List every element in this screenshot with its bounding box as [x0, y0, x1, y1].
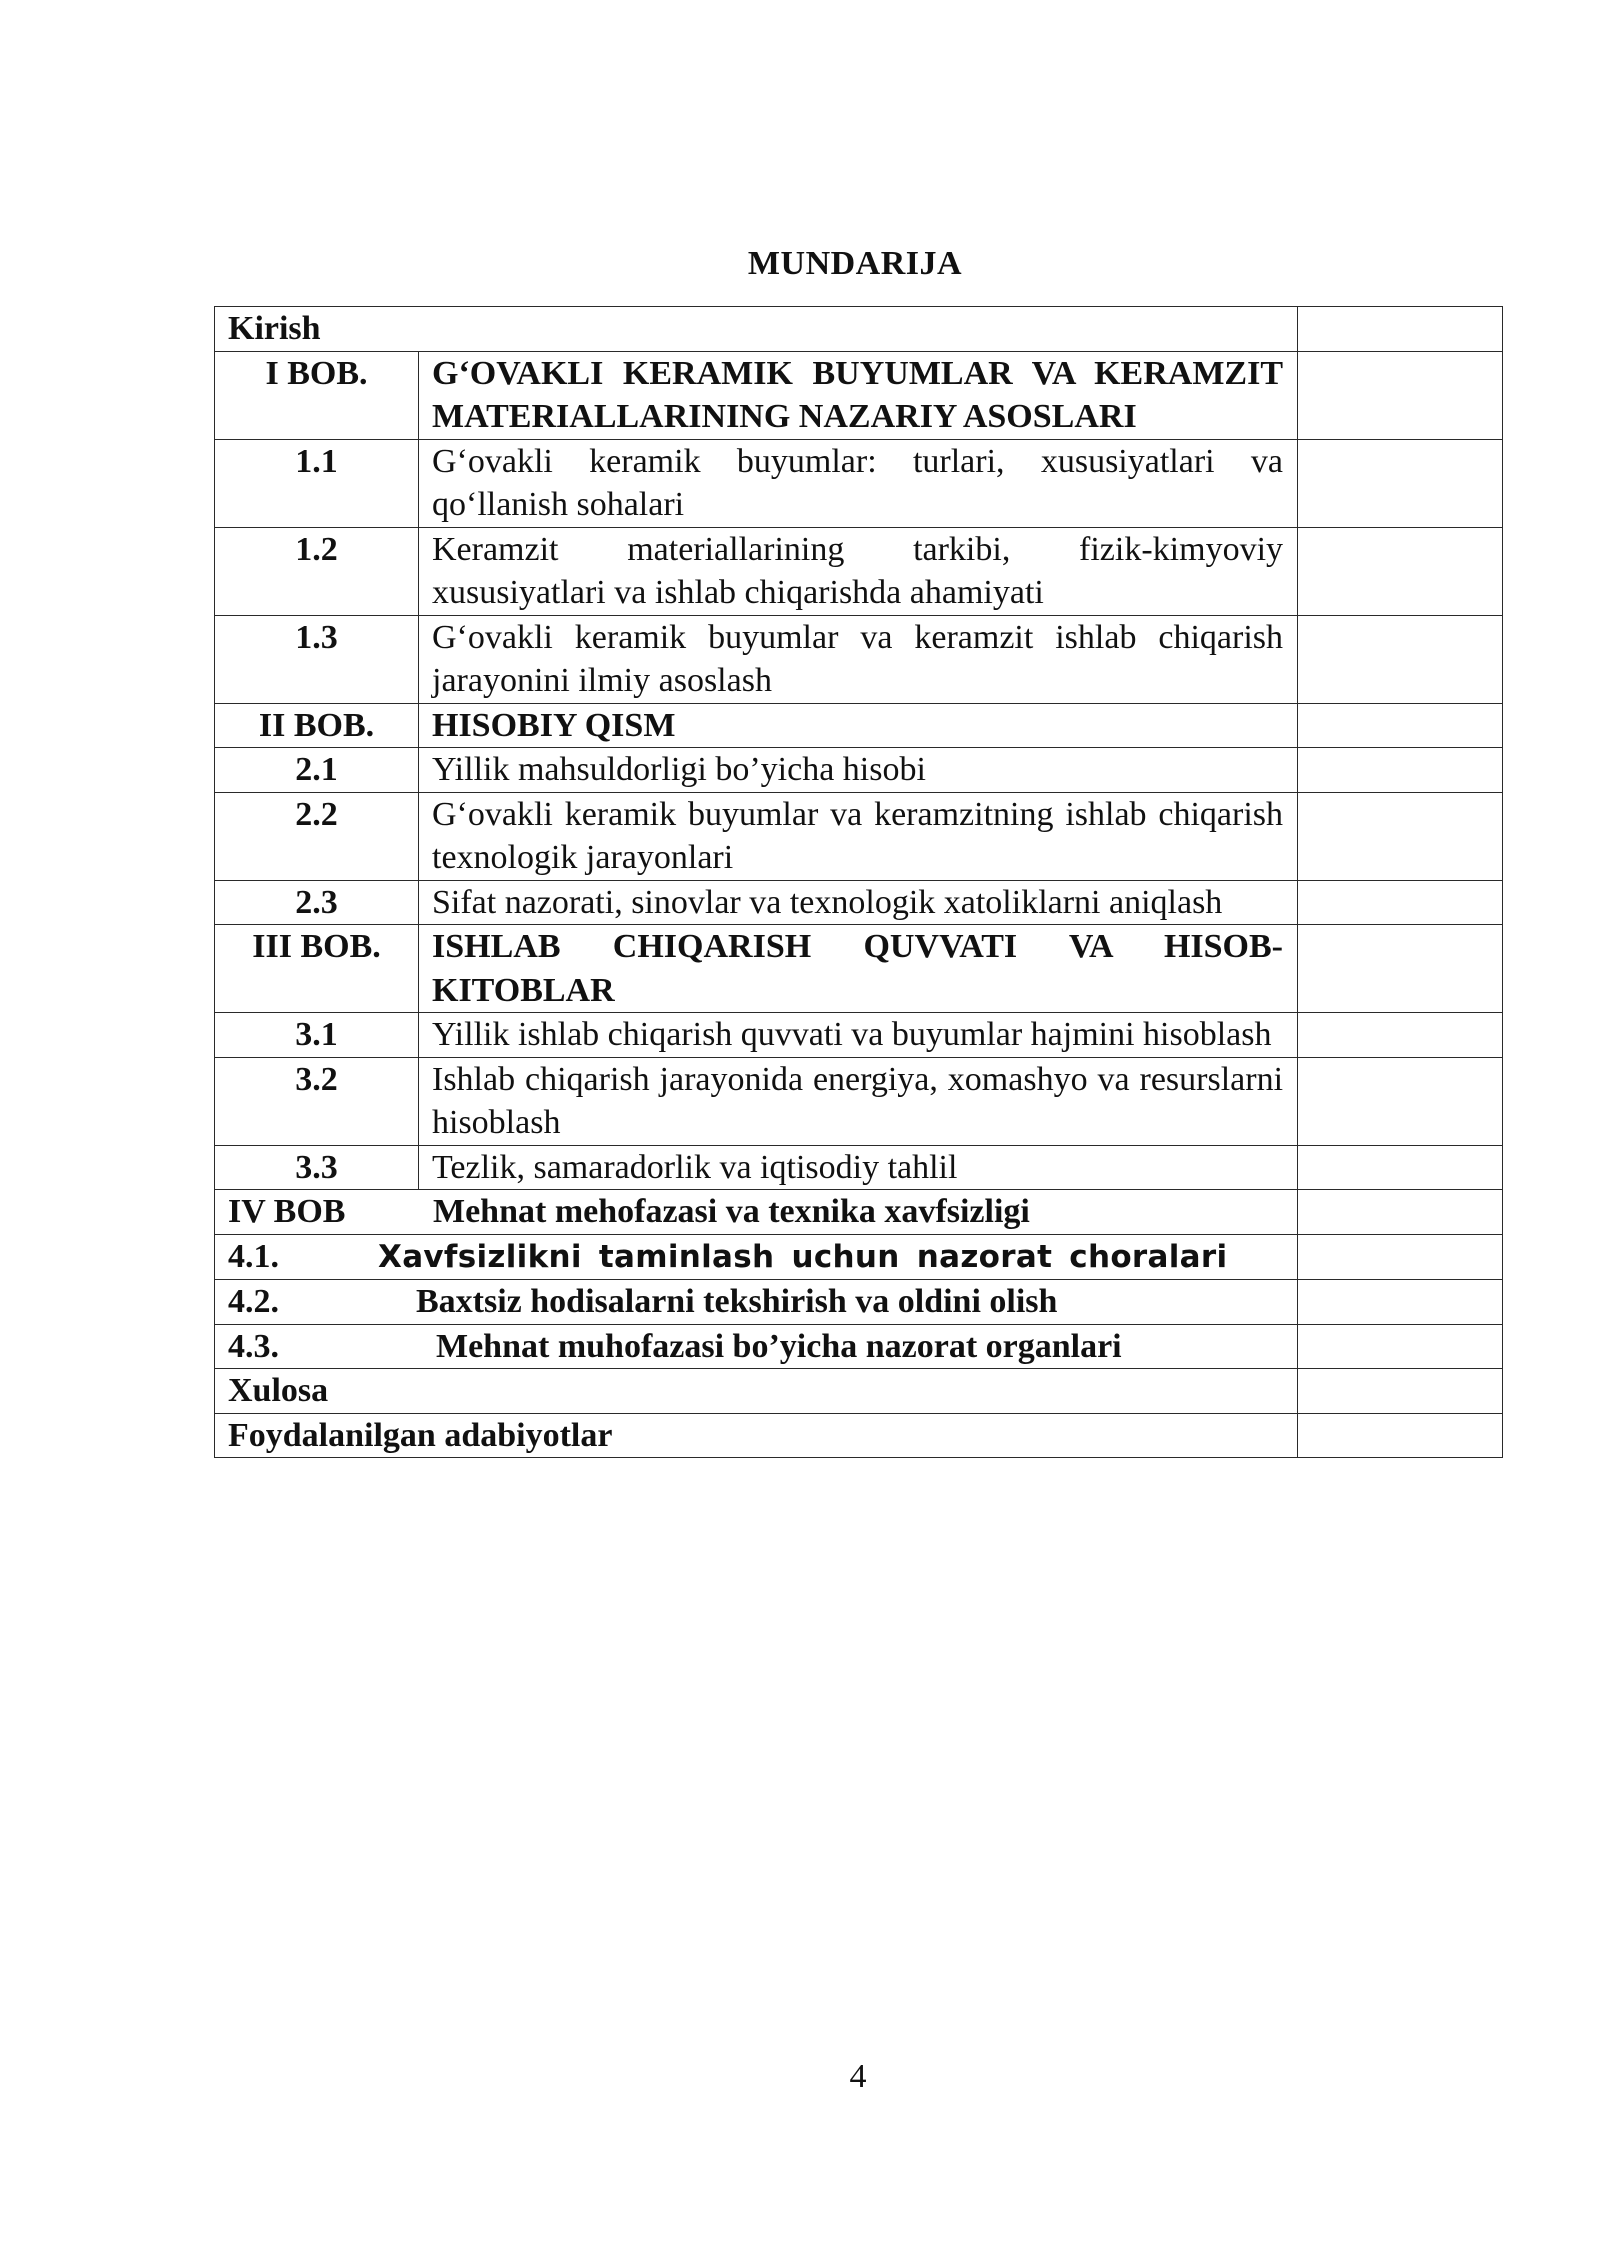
chapter-number: II BOB.: [215, 703, 419, 748]
section-number: 3.3: [215, 1145, 419, 1190]
subsection-title: Mehnat muhofazasi bo’yicha nazorat organlari: [436, 1327, 1122, 1365]
section-number: 2.3: [215, 880, 419, 925]
toc-row-subsection: [215, 1234, 1503, 1280]
toc-row-section: [215, 1057, 1503, 1145]
section-number: 3.1: [215, 1013, 419, 1058]
toc-row-section: [215, 1013, 1503, 1058]
chapter-title: HISOBIY QISM: [419, 703, 1298, 748]
toc-page-cell: [1298, 1145, 1503, 1190]
toc-page-cell: [1298, 527, 1503, 615]
toc-row-intro: [215, 307, 1503, 352]
subsection-heading: [215, 1324, 1298, 1369]
toc-page-cell: [1298, 439, 1503, 527]
subsection-title: Baxtsiz hodisalarni tekshirish va oldini olish: [416, 1283, 1058, 1320]
toc-row-references: [215, 1413, 1503, 1458]
toc-page-cell: [1298, 1324, 1503, 1369]
toc-row-section: [215, 527, 1503, 615]
section-title: Yillik mahsuldorligi bo’yicha hisobi: [419, 748, 1298, 793]
toc-page-cell: [1298, 880, 1503, 925]
section-title: G‘ovakli keramik buyumlar va keramzit ishlab chiqarish jarayonini ilmiy asoslash: [419, 615, 1298, 703]
toc-page-cell: [1298, 615, 1503, 703]
toc-page-cell: [1298, 1369, 1503, 1414]
page-number: 4: [849, 2058, 867, 2095]
section-title: G‘ovakli keramik buyumlar va keramzitning ishlab chiqarish texnologik jarayonlari: [419, 792, 1298, 880]
section-title: Keramzit materiallarining tarkibi, fizik-kimyoviy xususiyatlari va ishlab chiqarishda ahamiyati: [419, 527, 1298, 615]
section-number: 1.3: [215, 615, 419, 703]
subsection-number: 4.2.: [228, 1283, 279, 1320]
toc-page-cell: [1298, 792, 1503, 880]
section-title: Tezlik, samaradorlik va iqtisodiy tahlil: [419, 1145, 1298, 1190]
toc-row-chapter-2: [215, 703, 1503, 748]
toc-row-section: [215, 439, 1503, 527]
toc-table: [214, 306, 1503, 1458]
toc-page-cell: [1298, 703, 1503, 748]
chapter-4-heading: [215, 1190, 1298, 1235]
toc-page-cell: [1298, 1013, 1503, 1058]
toc-page-cell: [1298, 1280, 1503, 1325]
toc-row-section: [215, 748, 1503, 793]
chapter-title: Mehnat mehofazasi va texnika xavfsizligi: [433, 1193, 1030, 1230]
toc-row-subsection: [215, 1280, 1503, 1325]
chapter-number: III BOB.: [215, 925, 419, 1013]
toc-references: Foydalanilgan adabiyotlar: [215, 1413, 1298, 1458]
toc-page-cell: [1298, 748, 1503, 793]
chapter-number: I BOB.: [215, 351, 419, 439]
chapter-number: IV BOB: [228, 1193, 346, 1230]
toc-row-section: [215, 792, 1503, 880]
section-number: 1.2: [215, 527, 419, 615]
toc-conclusion: Xulosa: [215, 1369, 1298, 1414]
toc-page-cell: [1298, 351, 1503, 439]
subsection-title: Xavfsizlikni taminlash uchun nazorat choralari: [378, 1238, 1228, 1275]
section-number: 3.2: [215, 1057, 419, 1145]
subsection-number: 4.3.: [228, 1327, 279, 1365]
section-number: 2.2: [215, 792, 419, 880]
subsection-number: 4.1.: [228, 1237, 279, 1275]
toc-row-chapter-1: [215, 351, 1503, 439]
chapter-title: ISHLAB CHIQARISH QUVVATI VA HISOB-KITOBLAR: [419, 925, 1298, 1013]
section-title: Ishlab chiqarish jarayonida energiya, xomashyo va resurslarni hisoblash: [419, 1057, 1298, 1145]
toc-page-cell: [1298, 307, 1503, 352]
page-title: MUNDARIJA: [747, 245, 963, 282]
section-title: Sifat nazorati, sinovlar va texnologik xatoliklarni aniqlash: [419, 880, 1298, 925]
subsection-heading: [215, 1234, 1298, 1280]
toc-page-cell: [1298, 925, 1503, 1013]
toc-page-cell: [1298, 1057, 1503, 1145]
toc-row-conclusion: [215, 1369, 1503, 1414]
toc-row-chapter-4: [215, 1190, 1503, 1235]
toc-row-section: [215, 615, 1503, 703]
toc-row-subsection: [215, 1324, 1503, 1369]
chapter-title: G‘OVAKLI KERAMIK BUYUMLAR VA KERAMZIT MATERIALLARINING NAZARIY ASOSLARI: [419, 351, 1298, 439]
toc-row-section: [215, 880, 1503, 925]
section-number: 2.1: [215, 748, 419, 793]
toc-page-cell: [1298, 1413, 1503, 1458]
toc-row-chapter-3: [215, 925, 1503, 1013]
subsection-heading: [215, 1280, 1298, 1325]
toc-intro: Kirish: [215, 307, 1298, 352]
toc-page-cell: [1298, 1190, 1503, 1235]
section-title: Yillik ishlab chiqarish quvvati va buyumlar hajmini hisoblash: [419, 1013, 1298, 1058]
toc-row-section: [215, 1145, 1503, 1190]
toc-page-cell: [1298, 1234, 1503, 1280]
section-title: G‘ovakli keramik buyumlar: turlari, xususiyatlari va qo‘llanish sohalari: [419, 439, 1298, 527]
section-number: 1.1: [215, 439, 419, 527]
